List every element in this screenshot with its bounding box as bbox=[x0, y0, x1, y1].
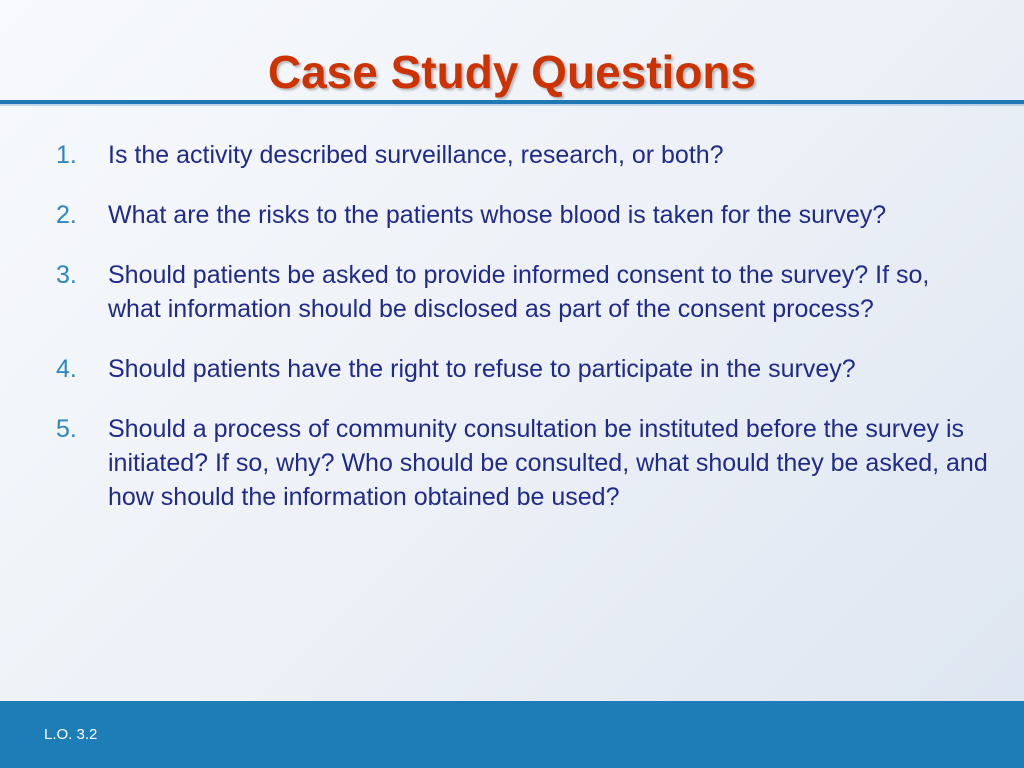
question-text: Should patients be asked to provide informed consent to the survey? If so, what information should be disclosed as part of the consent process? bbox=[108, 261, 930, 323]
question-number: 4. bbox=[56, 355, 77, 383]
question-item bbox=[0, 412, 1024, 514]
question-text: What are the risks to the patients whose blood is taken for the survey? bbox=[108, 201, 887, 229]
question-item bbox=[0, 138, 1024, 172]
title-divider bbox=[0, 100, 1024, 104]
slide-title: Case Study Questions bbox=[267, 46, 757, 98]
learning-objective-label: L.O. 3.2 bbox=[44, 726, 98, 743]
question-text: Is the activity described surveillance, research, or both? bbox=[108, 141, 724, 169]
question-list bbox=[0, 138, 1024, 540]
question-number: 5. bbox=[56, 415, 77, 443]
question-text: Should patients have the right to refuse to participate in the survey? bbox=[108, 355, 856, 383]
footer-bar bbox=[0, 701, 1024, 768]
question-text: Should a process of community consultation be instituted before the survey is initiated? If so, why? Who should be consulted, what should they be asked, and how should the information obtained be used? bbox=[108, 415, 988, 511]
question-number: 1. bbox=[56, 141, 77, 169]
question-number: 2. bbox=[56, 201, 77, 229]
question-item bbox=[0, 352, 1024, 386]
question-item bbox=[0, 198, 1024, 232]
question-number: 3. bbox=[56, 261, 77, 289]
question-item bbox=[0, 258, 1024, 326]
